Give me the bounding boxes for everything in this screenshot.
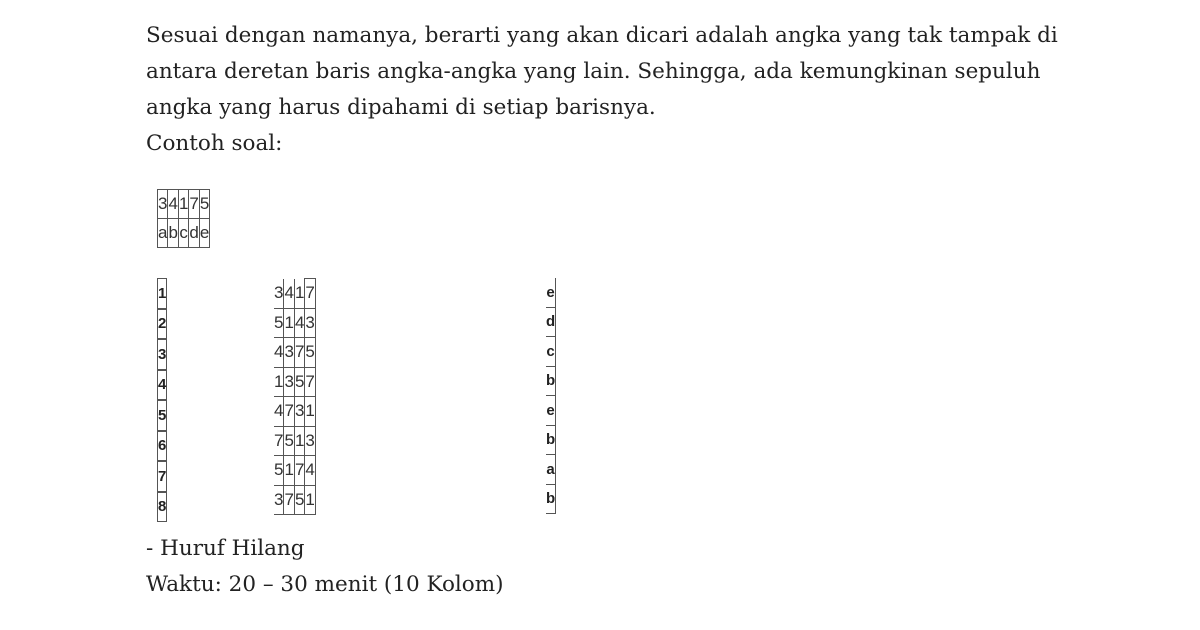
row-number-row [158,400,167,431]
key-number-cell: 1 [178,190,188,219]
answer-cell: b [546,425,556,455]
row-number-row [158,431,167,462]
question-digit-grid [274,278,316,515]
digit-cell: 1 [305,397,315,427]
question-row [274,485,315,515]
digit-cell: 1 [284,456,294,486]
row-number-cell: 4 [158,370,167,401]
digit-cell: 5 [274,308,284,338]
key-number-cell: 7 [189,190,199,219]
answer-row [546,278,556,307]
answer-row [546,484,556,514]
key-letter-cell: b [168,219,178,248]
row-number-row [158,339,167,370]
digit-cell: 3 [305,426,315,456]
digit-cell: 4 [294,308,304,338]
row-number-cell: 6 [158,431,167,462]
row-number-row [158,279,167,309]
answer-cell: b [546,484,556,514]
answer-row [546,396,556,426]
section-title: - Huruf Hilang [146,536,305,561]
row-number-row [158,370,167,401]
answer-row [546,455,556,485]
answer-row [546,307,556,337]
digit-cell: 1 [294,279,304,309]
digit-cell: 5 [274,456,284,486]
answer-row [546,366,556,396]
digit-cell: 7 [294,456,304,486]
row-number-row [158,309,167,340]
question-row [274,426,315,456]
digit-cell: 4 [274,338,284,368]
answer-cell: b [546,366,556,396]
key-numbers-row [158,190,210,219]
answer-row [546,425,556,455]
key-letter-cell: c [178,219,188,248]
digit-cell: 5 [294,367,304,397]
digit-cell: 1 [284,308,294,338]
question-row [274,397,315,427]
digit-cell: 7 [294,338,304,368]
key-letter-cell: d [189,219,199,248]
row-number-row [158,461,167,492]
key-letters-row [158,219,210,248]
digit-cell: 3 [284,367,294,397]
digit-cell: 7 [284,485,294,515]
intro-line: antara deretan baris angka-angka yang lain. Sehingga, ada kemungkinan sepuluh [146,59,1041,84]
duration-text: Waktu: 20 – 30 menit (10 Kolom) [146,572,504,597]
digit-cell: 7 [305,279,315,309]
answer-column [546,278,556,514]
digit-cell: 5 [305,338,315,368]
intro-line: angka yang harus dipahami di setiap barisnya. [146,95,656,120]
row-number-column [157,278,167,522]
digit-cell: 5 [284,426,294,456]
digit-cell: 5 [294,485,304,515]
digit-cell: 3 [305,308,315,338]
digit-cell: 7 [305,367,315,397]
answer-cell: e [546,396,556,426]
digit-cell: 4 [305,456,315,486]
key-number-cell: 4 [168,190,178,219]
row-number-cell: 7 [158,461,167,492]
digit-cell: 7 [284,397,294,427]
answer-cell: d [546,307,556,337]
row-number-cell: 3 [158,339,167,370]
question-row [274,367,315,397]
digit-cell: 1 [294,426,304,456]
intro-line: Sesuai dengan namanya, berarti yang akan dicari adalah angka yang tak tampak di [146,23,1058,48]
answer-cell: e [546,278,556,307]
row-number-cell: 2 [158,309,167,340]
digit-cell: 4 [274,397,284,427]
answer-cell: a [546,455,556,485]
row-number-cell: 1 [158,279,167,309]
key-number-cell: 3 [158,190,168,219]
key-number-cell: 5 [199,190,209,219]
digit-cell: 3 [274,485,284,515]
key-letter-cell: a [158,219,168,248]
digit-cell: 4 [284,279,294,309]
row-number-cell: 8 [158,492,167,522]
digit-cell: 3 [284,338,294,368]
key-table [157,189,210,248]
question-row [274,338,315,368]
answer-row [546,337,556,367]
digit-cell: 7 [274,426,284,456]
example-heading: Contoh soal: [146,131,283,156]
intro-paragraph [146,18,1058,162]
question-row [274,456,315,486]
digit-cell: 3 [274,279,284,309]
key-letter-cell: e [199,219,209,248]
answer-cell: c [546,337,556,367]
row-number-row [158,492,167,522]
digit-cell: 3 [294,397,304,427]
question-row [274,279,315,309]
question-row [274,308,315,338]
digit-cell: 1 [274,367,284,397]
footer-text [146,531,1046,603]
digit-cell: 1 [305,485,315,515]
row-number-cell: 5 [158,400,167,431]
